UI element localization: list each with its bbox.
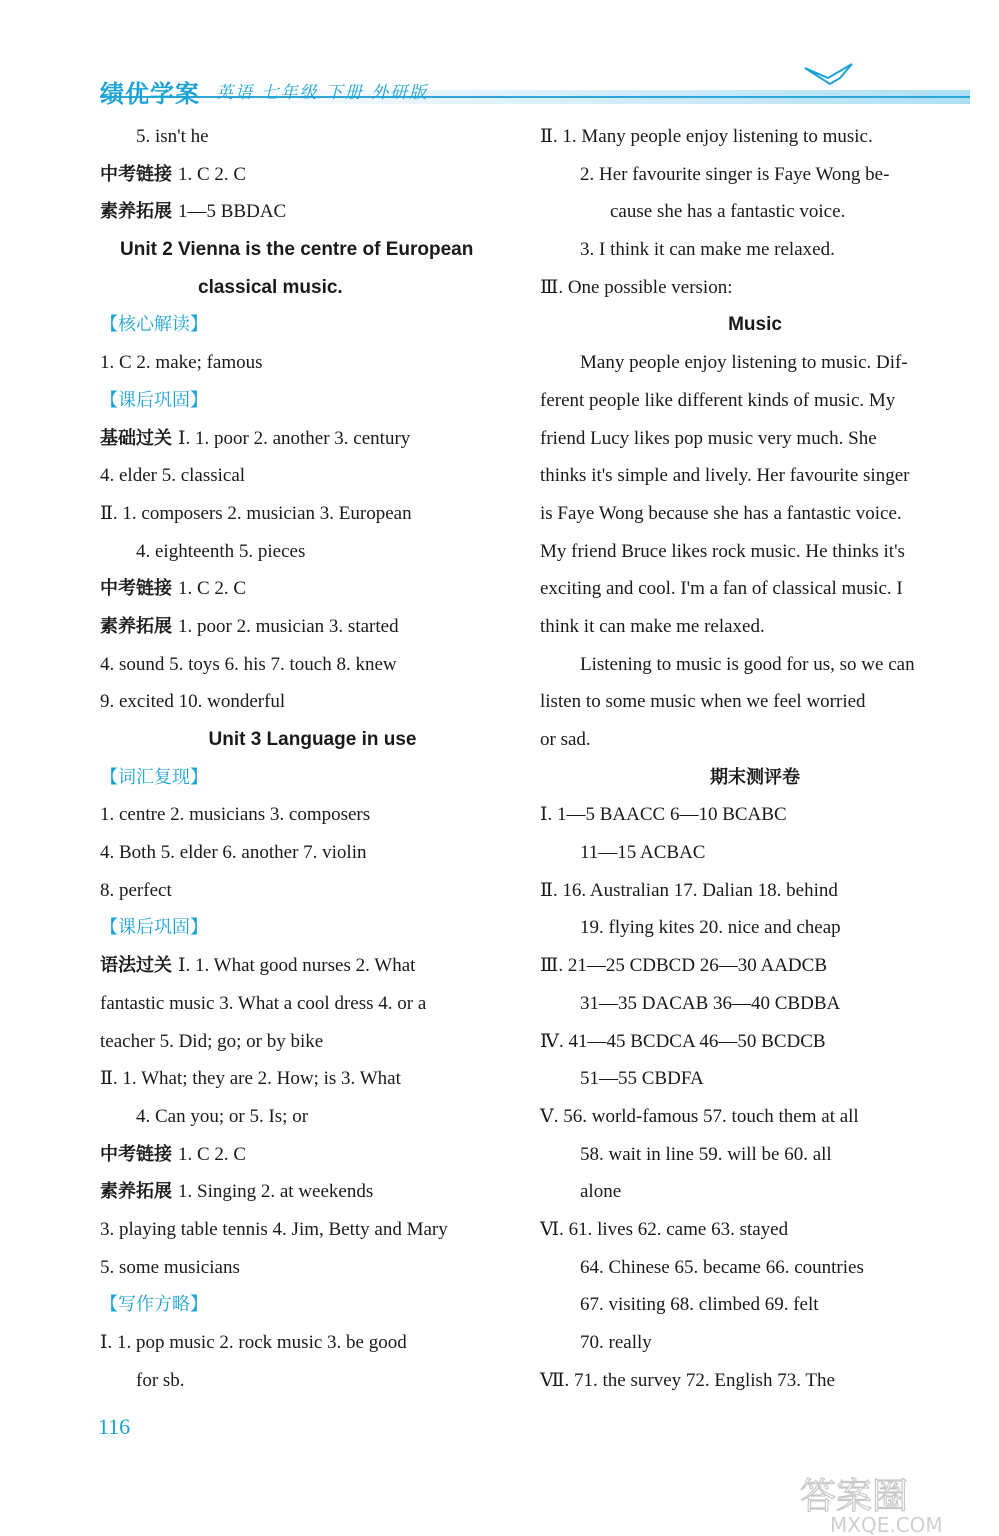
answer-text: fantastic music 3. What a cool dress 4. or a [100, 992, 427, 1014]
answer-text: 9. excited 10. wonderful [100, 691, 286, 713]
answer-line [540, 118, 970, 156]
answer-text: alone [580, 1181, 622, 1203]
section-title: 【课后巩固】 [100, 389, 208, 411]
answer-line [540, 1362, 970, 1400]
answer-text: My friend Bruce likes rock music. He thinks it's [540, 540, 905, 562]
section-heading [100, 759, 525, 797]
answer-line [540, 646, 970, 684]
answer-text: 64. Chinese 65. became 66. countries [580, 1256, 864, 1278]
answer-text: Ⅳ. 41—45 BCDCA 46—50 BCDCB [540, 1030, 826, 1052]
answer-line [100, 1249, 525, 1287]
answer-line [540, 1173, 970, 1211]
answer-text: 4. Can you; or 5. Is; or [136, 1105, 309, 1127]
book-subtitle: 英语 七年级 下册 外研版 [216, 83, 429, 103]
answer-text: friend Lucy likes pop music very much. She [540, 427, 877, 449]
section-heading [100, 909, 525, 947]
section-heading [100, 1286, 525, 1324]
exercise-label: 中考链接 [100, 578, 172, 600]
answer-text: 1. C 2. C [178, 1143, 247, 1165]
answer-text: 67. visiting 68. climbed 69. felt [580, 1294, 819, 1316]
answer-line [540, 457, 970, 495]
answer-line [540, 269, 970, 307]
answer-line [540, 344, 970, 382]
answer-line [100, 608, 525, 646]
answer-line [100, 118, 525, 156]
answer-line [540, 533, 970, 571]
answer-line [540, 834, 970, 872]
answer-text: is Faye Wong because she has a fantastic voice. [540, 502, 902, 524]
section-title: 【词汇复现】 [100, 766, 208, 788]
answer-text: 4. eighteenth 5. pieces [136, 540, 306, 562]
page-header [0, 60, 999, 110]
heading-text: Unit 3 Language in use [208, 729, 417, 750]
answer-line [100, 495, 525, 533]
answer-text: Ⅱ. 1. composers 2. musician 3. European [100, 502, 412, 524]
bird-logo-icon [800, 60, 860, 90]
answer-line [100, 344, 525, 382]
answer-text: Ⅵ. 61. lives 62. came 63. stayed [540, 1218, 789, 1240]
svg-text:MXQE.COM: MXQE.COM [830, 1513, 943, 1536]
answer-line [540, 1211, 970, 1249]
right-answer-column [540, 118, 970, 1399]
answer-text: 31—35 DACAB 36—40 CBDBA [580, 992, 841, 1014]
brand-title: 绩优学案 [100, 80, 200, 108]
section-title: 【核心解读】 [100, 314, 208, 336]
answer-text: 5. isn't he [136, 126, 209, 147]
answer-text: 51—55 CBDFA [580, 1068, 704, 1090]
answer-line [100, 1136, 525, 1174]
answer-line [100, 646, 525, 684]
answer-text: or sad. [540, 729, 591, 750]
centered-heading [100, 721, 525, 759]
answer-line [100, 1023, 525, 1061]
answer-text: exciting and cool. I'm a fan of classical music. I [540, 578, 903, 600]
answer-text: 4. elder 5. classical [100, 465, 246, 487]
answer-text: Ⅲ. 21—25 CDBCD 26—30 AADCB [540, 955, 827, 977]
answer-line [540, 570, 970, 608]
answer-line [100, 947, 525, 985]
answer-text: for sb. [136, 1369, 185, 1391]
answer-text: 2. Her favourite singer is Faye Wong be- [580, 163, 890, 185]
answer-line [100, 1324, 525, 1362]
page-number: 116 [98, 1414, 131, 1439]
answer-text: 1. C 2. make; famous [100, 352, 263, 374]
answer-line [100, 570, 525, 608]
section-title: 【课后巩固】 [100, 917, 208, 939]
unit-heading [100, 269, 525, 307]
answer-line [540, 382, 970, 420]
answer-line [540, 420, 970, 458]
answer-line [100, 533, 525, 571]
answer-line [540, 796, 970, 834]
answer-line [540, 495, 970, 533]
answer-text: Ⅰ. 1. What good nurses 2. What [178, 955, 416, 977]
answer-text: 70. really [580, 1332, 652, 1353]
answer-line [100, 1060, 525, 1098]
answer-text: Ⅶ. 71. the survey 72. English 73. The [540, 1369, 835, 1391]
answer-text: 19. flying kites 20. nice and cheap [580, 917, 841, 939]
answer-line [100, 1173, 525, 1211]
section-heading [100, 382, 525, 420]
answer-text: Ⅴ. 56. world-famous 57. touch them at all [540, 1105, 859, 1127]
answer-text: 1. poor 2. musician 3. started [178, 615, 399, 637]
answer-text: 8. perfect [100, 879, 172, 901]
answer-line [540, 608, 970, 646]
answer-text: 3. I think it can make me relaxed. [580, 239, 835, 261]
unit-title: Unit 2 Vienna is the centre of European [120, 239, 474, 261]
heading-text: 期末测评卷 [710, 766, 800, 788]
answer-text: 1. C 2. C [178, 578, 247, 600]
answer-text: Ⅱ. 1. Many people enjoy listening to music. [540, 126, 873, 147]
answer-line [100, 834, 525, 872]
answer-text: think it can make me relaxed. [540, 615, 765, 637]
answer-text: cause she has a fantastic voice. [610, 201, 846, 223]
answer-text: 1. Singing 2. at weekends [178, 1181, 374, 1203]
svg-text:答案圈: 答案圈 [800, 1476, 909, 1517]
answer-text: 5. some musicians [100, 1256, 240, 1278]
answer-line [540, 1286, 970, 1324]
answer-line [100, 872, 525, 910]
answer-line [100, 796, 525, 834]
unit-title: classical music. [198, 276, 343, 298]
answer-line [540, 1023, 970, 1061]
answer-line [100, 457, 525, 495]
answer-line [540, 909, 970, 947]
section-title: 【写作方略】 [100, 1294, 208, 1316]
answer-text: Ⅰ. 1. poor 2. another 3. century [178, 427, 411, 449]
answer-line [540, 872, 970, 910]
answer-line [540, 1136, 970, 1174]
exam-heading [540, 759, 970, 797]
answer-text: thinks it's simple and lively. Her favourite singer [540, 465, 910, 487]
answer-text: ferent people like different kinds of music. My [540, 389, 896, 411]
answer-text: listen to some music when we feel worried [540, 691, 866, 713]
answer-line [100, 156, 525, 194]
heading-text: Music [728, 314, 782, 336]
answer-text: Ⅱ. 16. Australian 17. Dalian 18. behind [540, 879, 838, 901]
answer-text: teacher 5. Did; go; or by bike [100, 1030, 324, 1052]
answer-line [540, 1098, 970, 1136]
answer-line [540, 721, 970, 759]
exercise-label: 基础过关 [100, 427, 172, 449]
answer-line [100, 420, 525, 458]
answer-line [540, 683, 970, 721]
section-heading [100, 306, 525, 344]
left-answer-column [100, 118, 525, 1399]
answer-text: 1—5 BBDAC [178, 201, 287, 223]
answer-text: 4. sound 5. toys 6. his 7. touch 8. knew [100, 653, 397, 675]
watermark-logo [790, 1470, 990, 1536]
exercise-label: 中考链接 [100, 163, 172, 185]
answer-text: 4. Both 5. elder 6. another 7. violin [100, 842, 367, 864]
answer-line [540, 156, 970, 194]
exercise-label: 中考链接 [100, 1143, 172, 1165]
answer-text: Ⅰ. 1. pop music 2. rock music 3. be good [100, 1332, 407, 1353]
answer-line [100, 1098, 525, 1136]
exercise-label: 素养拓展 [100, 615, 172, 637]
answer-line [100, 193, 525, 231]
unit-heading [100, 231, 525, 269]
answer-text: Many people enjoy listening to music. Dif- [580, 352, 908, 374]
answer-line [540, 985, 970, 1023]
answer-text: 1. centre 2. musicians 3. composers [100, 804, 371, 826]
answer-text: 58. wait in line 59. will be 60. all [580, 1143, 832, 1165]
exercise-label: 素养拓展 [100, 201, 172, 223]
answer-text: Listening to music is good for us, so we can [580, 653, 915, 675]
answer-line [540, 1060, 970, 1098]
answer-line [540, 947, 970, 985]
answer-line [100, 683, 525, 721]
centered-heading [540, 306, 970, 344]
answer-text: 1. C 2. C [178, 163, 247, 185]
exercise-label: 语法过关 [100, 955, 172, 977]
answer-line [540, 1249, 970, 1287]
answer-text: Ⅲ. One possible version: [540, 276, 733, 298]
answer-text: 3. playing table tennis 4. Jim, Betty and Mary [100, 1218, 448, 1240]
answer-line [100, 985, 525, 1023]
answer-line [540, 231, 970, 269]
answer-line [100, 1362, 525, 1400]
exercise-label: 素养拓展 [100, 1181, 172, 1203]
answer-text: Ⅰ. 1—5 BAACC 6—10 BCABC [540, 804, 787, 826]
answer-text: Ⅱ. 1. What; they are 2. How; is 3. What [100, 1068, 401, 1090]
answer-line [540, 1324, 970, 1362]
answer-line [540, 193, 970, 231]
answer-line [100, 1211, 525, 1249]
answer-text: 11—15 ACBAC [580, 842, 706, 864]
